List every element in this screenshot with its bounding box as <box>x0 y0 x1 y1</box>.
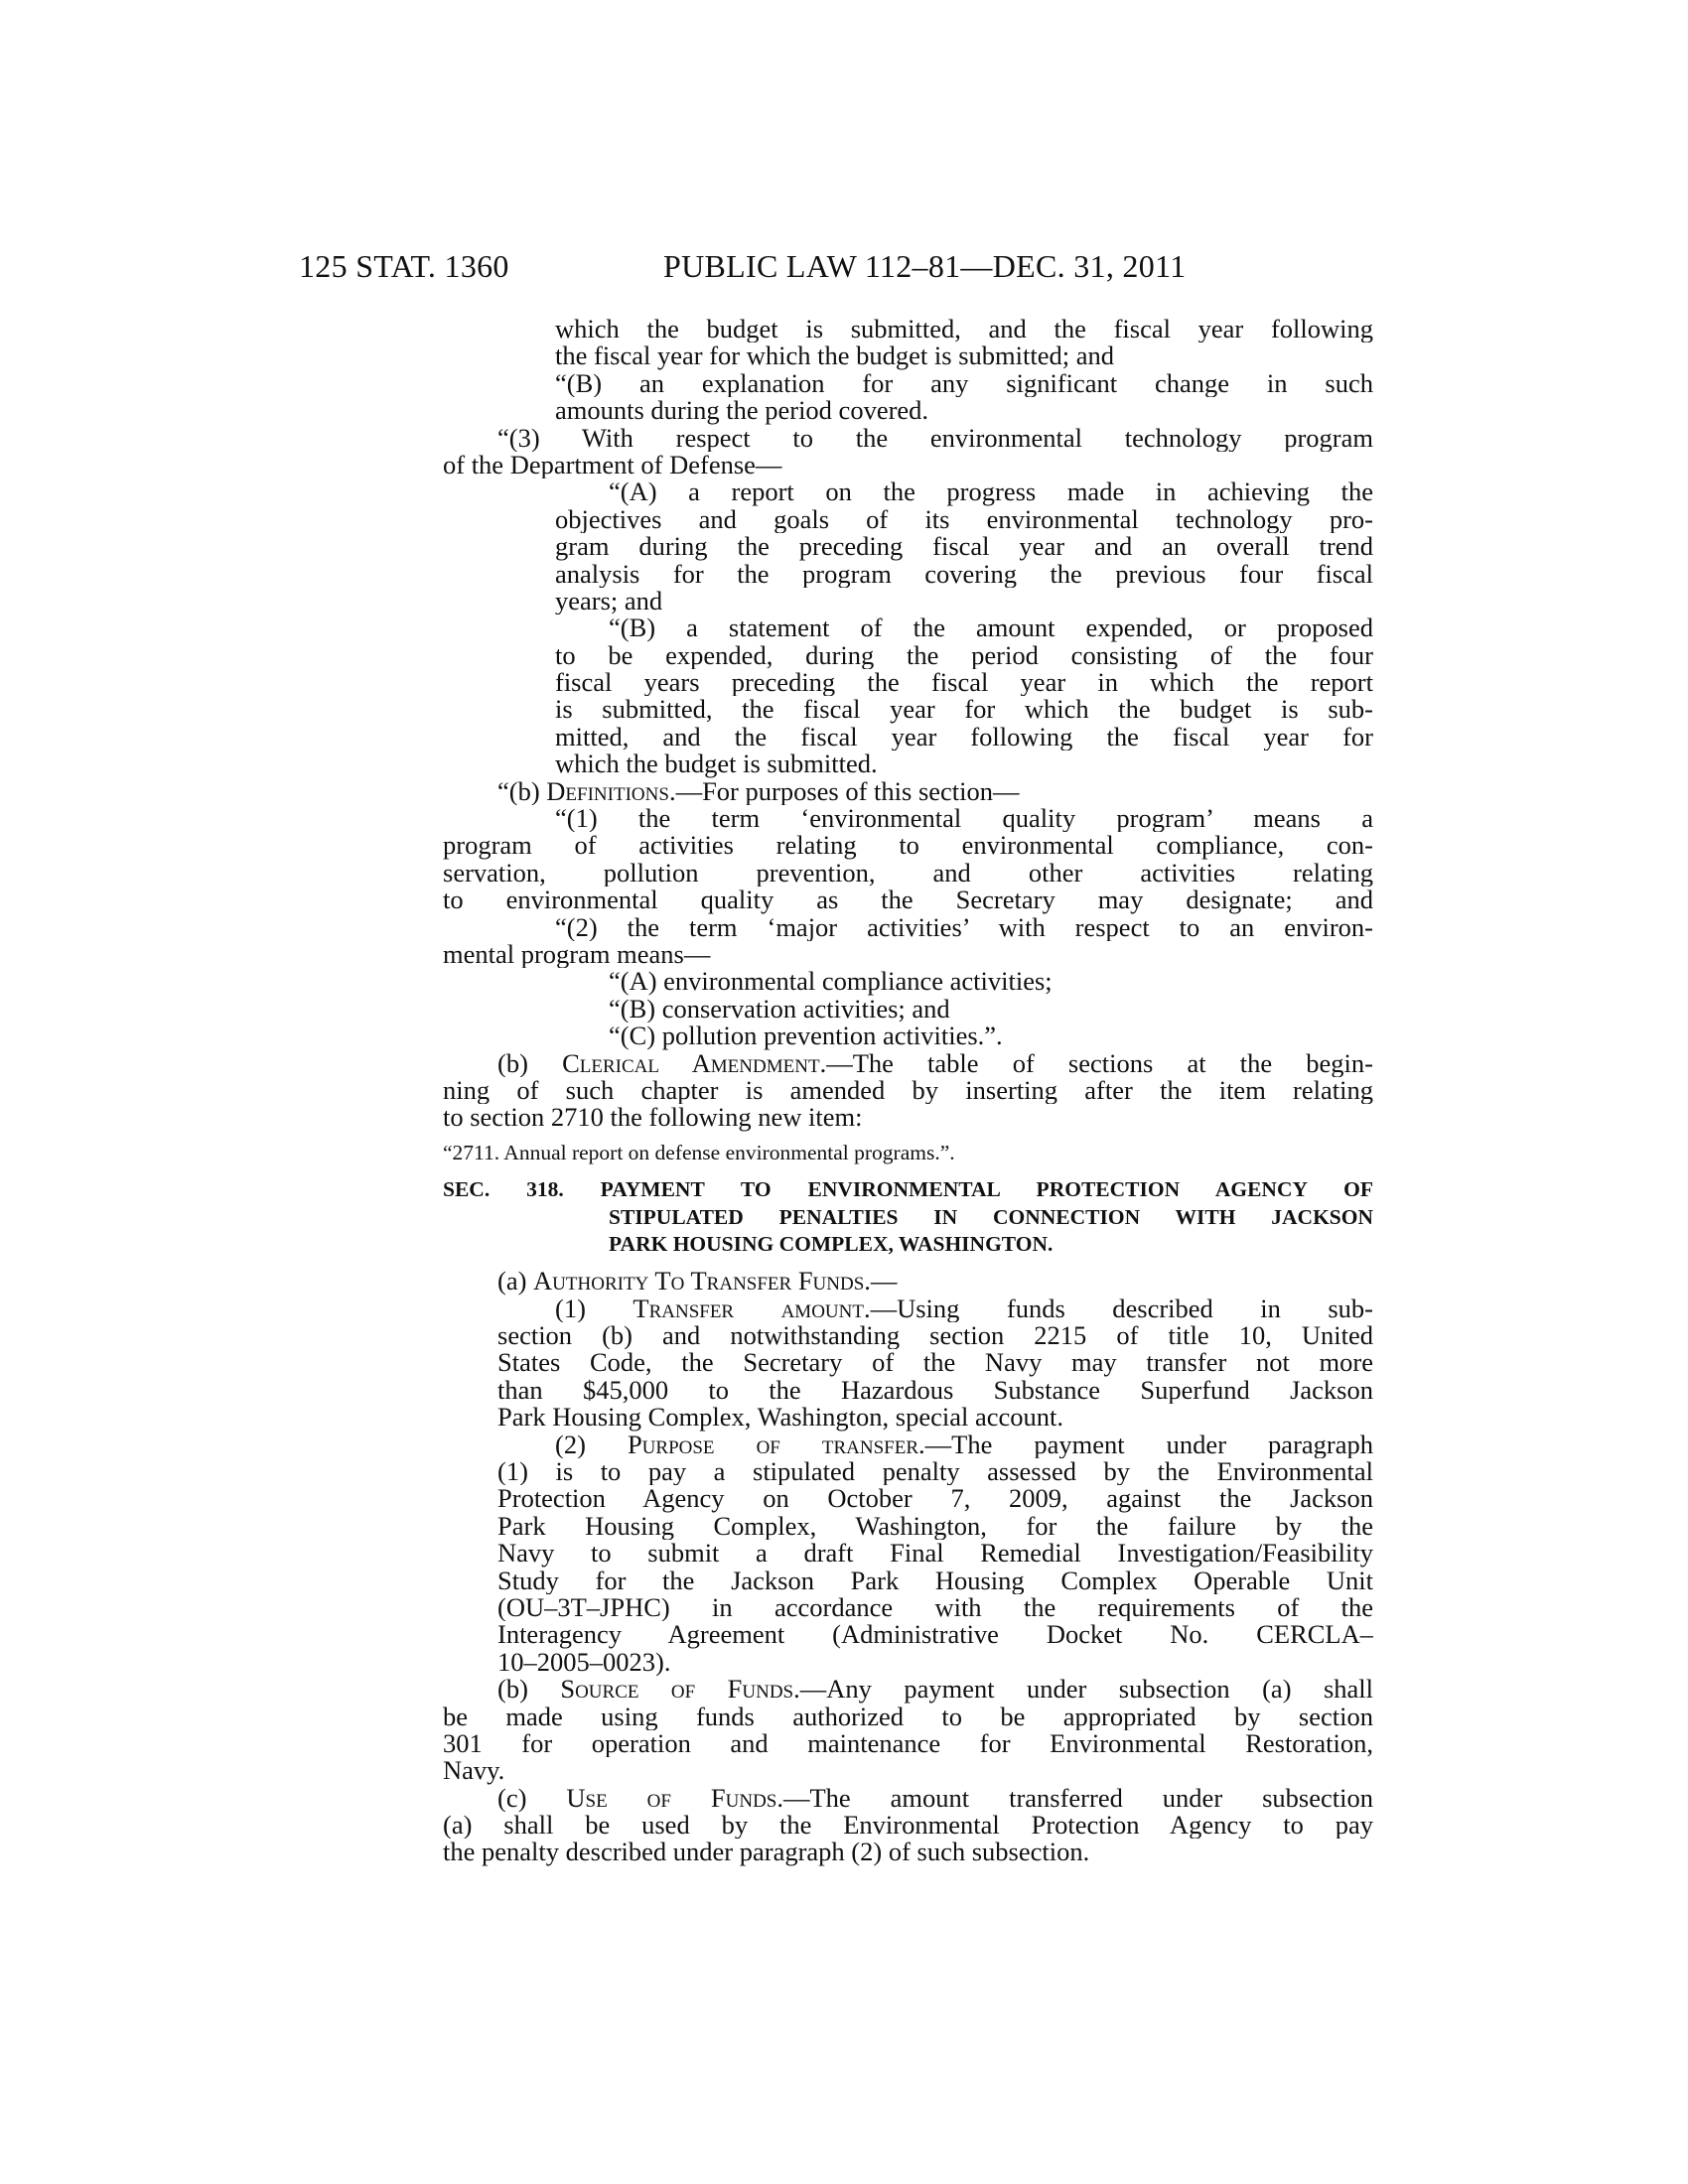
text-run: (c) <box>497 1784 567 1813</box>
small-caps-heading: Use of Funds <box>566 1784 777 1813</box>
page-header <box>0 248 1688 288</box>
text-run: .—For purposes of this section— <box>668 777 1020 806</box>
subsection-heading-use-of-funds <box>497 1785 1373 1812</box>
small-caps-heading: Transfer amount <box>633 1295 864 1323</box>
small-caps-heading: Purpose of transfer <box>627 1431 919 1459</box>
text-line: program of activities relating to environmental compliance, con- <box>443 832 1373 860</box>
text-line: “(B) conservation activities; and <box>609 995 950 1024</box>
text-run: .—The table of sections at the begin- <box>819 1049 1373 1077</box>
text-line: “(C) pollution prevention activities.”. <box>609 1023 1003 1050</box>
text-line: Study for the Jackson Park Housing Complex Operable Unit <box>497 1567 1373 1594</box>
subsection-heading-definitions <box>497 778 1373 805</box>
text-line: be made using funds authorized to be appropriated by section <box>443 1703 1373 1730</box>
text-run: .—The amount transferred under subsection <box>776 1784 1373 1813</box>
text-run: .—The payment under paragraph <box>918 1431 1373 1459</box>
text-run: .— <box>864 1268 898 1296</box>
paragraph-heading-purpose <box>497 1432 1373 1458</box>
text-line: “(A) a report on the progress made in achieving the <box>609 478 1373 506</box>
text-line: (a) shall be used by the Environmental Protection Agency to pay <box>443 1812 1373 1840</box>
text-line: “(B) an explanation for any significant change in such <box>555 369 1373 398</box>
text-line: analysis for the program covering the previous four fiscal <box>555 560 1373 588</box>
text-run: .—Any payment under subsection (a) shall <box>793 1676 1373 1704</box>
text-line: Protection Agency on October 7, 2009, against the Jackson <box>497 1485 1373 1513</box>
text-line: “(3) With respect to the environmental technology program <box>497 424 1373 452</box>
text-line: is submitted, the fiscal year for which the budget is sub- <box>555 696 1373 724</box>
text-run: (a) <box>497 1268 534 1296</box>
text-line: Navy. <box>443 1757 505 1785</box>
text-line: (OU–3T–JPHC) in accordance with the requirements of the <box>497 1593 1373 1622</box>
paragraph-heading-transfer-amount <box>497 1296 1373 1322</box>
text-line: (1) is to pay a stipulated penalty assessed by the Environmental <box>497 1458 1373 1486</box>
text-line: “(B) a statement of the amount expended, or proposed <box>609 614 1373 642</box>
subsection-heading-clerical-amendment <box>497 1050 1373 1077</box>
text-run: (b) <box>497 1049 563 1077</box>
text-run: (b) <box>497 1676 561 1704</box>
text-line: 301 for operation and maintenance for Environmental Restoration, <box>443 1729 1373 1758</box>
text-line: years; and <box>555 587 663 615</box>
text-line: objectives and goals of its environmental technology pro- <box>555 505 1373 534</box>
table-of-sections-item: “2711. Annual report on defense environmental programs.”. <box>443 1140 955 1164</box>
document-body <box>443 316 1373 1866</box>
text-run: (2) <box>555 1431 628 1459</box>
text-line: fiscal years preceding the fiscal year in which the report <box>555 669 1373 697</box>
subsection-heading-source-of-funds <box>497 1676 1373 1703</box>
section-heading: SEC. 318. PAYMENT TO ENVIRONMENTAL PROTECTION AGENCY OF <box>443 1177 1373 1202</box>
text-line: Park Housing Complex, Washington, special account. <box>497 1404 1063 1432</box>
text-run: “(b) <box>497 777 547 806</box>
text-line: section (b) and notwithstanding section 2215 of title 10, United <box>497 1322 1373 1350</box>
text-line: the fiscal year for which the budget is submitted; and <box>555 342 1114 370</box>
text-line: 10–2005–0023). <box>497 1648 671 1677</box>
text-line: to be expended, during the period consisting of the four <box>555 641 1373 670</box>
small-caps-heading: Clerical Amendment <box>562 1049 820 1077</box>
small-caps-heading: Definitions <box>546 777 669 806</box>
text-line: the penalty described under paragraph (2) of such subsection. <box>443 1839 1090 1866</box>
text-line: Navy to submit a draft Final Remedial Investigation/Feasibility <box>497 1540 1373 1568</box>
text-line: States Code, the Secretary of the Navy may transfer not more <box>497 1349 1373 1377</box>
text-line: ning of such chapter is amended by inserting after the item relating <box>443 1076 1373 1105</box>
text-line: amounts during the period covered. <box>555 397 929 425</box>
text-line: which the budget is submitted. <box>555 751 878 778</box>
text-line: servation, pollution prevention, and other activities relating <box>443 859 1373 887</box>
text-line: “(2) the term ‘major activities’ with respect to an environ- <box>555 913 1373 941</box>
text-line: gram during the preceding fiscal year and an overall trend <box>555 533 1373 561</box>
statute-page-reference: 125 STAT. 1360 <box>299 248 509 284</box>
text-run: (1) <box>555 1295 633 1323</box>
text-line: mental program means— <box>443 940 711 969</box>
text-line: Interagency Agreement (Administrative Docket No. CERCLA– <box>497 1621 1373 1649</box>
text-line: to section 2710 the following new item: <box>443 1104 863 1132</box>
text-line: which the budget is submitted, and the fiscal year following <box>555 316 1373 343</box>
text-line: mitted, and the fiscal year following the fiscal year for <box>555 723 1373 751</box>
small-caps-heading: Authority To Transfer Funds <box>533 1268 865 1296</box>
text-run: .—Using funds described in sub- <box>863 1295 1373 1323</box>
text-line: to environmental quality as the Secretary may designate; and <box>443 887 1373 914</box>
section-heading: PARK HOUSING COMPLEX, WASHINGTON. <box>609 1231 1054 1256</box>
text-line: Park Housing Complex, Washington, for the failure by the <box>497 1512 1373 1541</box>
section-heading: STIPULATED PENALTIES IN CONNECTION WITH JACKSON <box>609 1204 1373 1229</box>
text-line: “(1) the term ‘environmental quality program’ means a <box>555 805 1373 833</box>
subsection-heading-authority <box>497 1268 1373 1295</box>
text-line: of the Department of Defense— <box>443 451 782 479</box>
text-line: “(A) environmental compliance activities; <box>609 968 1053 996</box>
small-caps-heading: Source of Funds <box>560 1676 794 1704</box>
public-law-running-head: PUBLIC LAW 112–81—DEC. 31, 2011 <box>663 248 1187 284</box>
text-line: than $45,000 to the Hazardous Substance Superfund Jackson <box>497 1376 1373 1405</box>
